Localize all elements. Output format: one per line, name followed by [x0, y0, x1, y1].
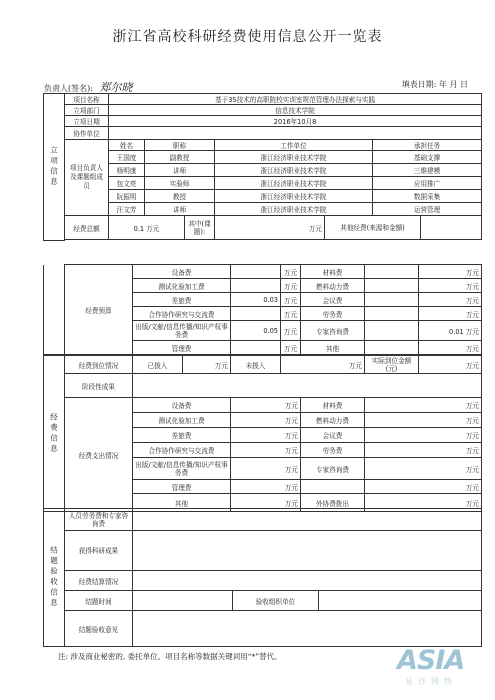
member-name: 阮振明 [109, 190, 145, 203]
member-row [44, 164, 482, 177]
actual-unit: 万元 [419, 356, 482, 374]
budget-item-right: 其他 [301, 341, 365, 355]
spend-item-right: 专家咨询费 [301, 458, 365, 480]
spend-item: 设备费 [133, 398, 231, 413]
budget-unit-right: 0.01 万元 [419, 321, 482, 341]
spend-item: 差旅费 [133, 428, 231, 443]
spend-unit: 万元 [231, 458, 301, 480]
total-label: 经费总额 [65, 216, 109, 240]
budget-table [43, 264, 482, 355]
budget-amount: 0.05 [231, 321, 281, 341]
signature: 郑尔晓 [99, 81, 133, 94]
logo-text: ASIA [397, 645, 465, 676]
budget-amount [231, 279, 281, 293]
spend-row [44, 398, 482, 413]
spend-unit-right: 万元 [365, 413, 482, 428]
among-label: 其中(课题): [185, 216, 215, 240]
budget-unit-right: 万元 [419, 307, 482, 321]
info-table [43, 93, 482, 241]
not-allocated-label: 未拨入 [231, 356, 281, 374]
member-task: 应用推广 [373, 177, 482, 190]
member-row [44, 151, 482, 164]
allocated-unit: 万元 [183, 356, 231, 374]
spend-unit-right: 万元 [365, 480, 482, 494]
spend-item-right: 劳务费 [301, 443, 365, 458]
budget-item: 测试化验加工费 [133, 279, 231, 293]
member-title: 实验师 [145, 177, 215, 190]
budget-unit: 万元 [281, 341, 301, 355]
project-name-value: 基于3S技术的高职院校实训室规范管理办法探索与实践 [109, 94, 482, 105]
total-value: 0.1 万元 [109, 216, 185, 240]
budget-amount [231, 341, 281, 355]
spend-item: 出版/文献/信息传播/知识产权事务费 [133, 458, 231, 480]
footnote: 注: 涉及商业秘密的, 委托单位、项目名称等数据关键词用“*”替代。 [58, 652, 282, 661]
spend-unit-right: 万元 [365, 443, 482, 458]
logo-subtext: 易沙网络 [405, 677, 457, 686]
spend-item: 测试化验加工费 [133, 413, 231, 428]
budget-item: 出版/文献/信息传播/知识产权事务费 [133, 321, 231, 341]
match-label: 其他经费(来源和金额) [325, 216, 421, 240]
budget-label: 经费预算 [65, 265, 133, 355]
unit-value [109, 127, 482, 140]
project-dept-label: 立项部门 [65, 105, 109, 116]
budget-unit: 万元 [281, 293, 301, 307]
spending-label: 经费支出情况 [65, 398, 133, 512]
match-value [421, 216, 482, 240]
member-unit: 浙江经济职业技术学院 [215, 190, 373, 203]
spend-item: 其他 [133, 494, 231, 512]
members-header-task: 承担任务 [373, 140, 482, 151]
members-header-name: 姓名 [109, 140, 145, 151]
members-header-title: 职称 [145, 140, 215, 151]
result-row-label: 人员劳务费和专家咨询费 [65, 509, 133, 531]
result-row-label: 结题时间 [65, 591, 133, 611]
spend-unit: 万元 [231, 428, 301, 443]
budget-unit: 万元 [281, 265, 301, 279]
member-unit: 浙江经济职业技术学院 [215, 164, 373, 177]
allocated-label: 已拨入 [133, 356, 183, 374]
project-date-value: 2016年10月8 [109, 116, 482, 127]
date-label: 填表日期: 年 月 日 [401, 80, 468, 89]
member-title: 讲师 [145, 203, 215, 216]
member-row [44, 190, 482, 203]
stage-label: 阶段性成果 [65, 374, 133, 398]
spend-unit: 万元 [231, 480, 301, 494]
budget-item: 设备费 [133, 265, 231, 279]
budget-amount [231, 307, 281, 321]
not-allocated-unit: 万元 [281, 356, 365, 374]
budget-unit-right: 万元 [419, 279, 482, 293]
budget-item: 差旅费 [133, 293, 231, 307]
member-unit: 浙江经济职业技术学院 [215, 203, 373, 216]
budget-item-right: 专家咨询费 [301, 321, 365, 341]
stage-value [133, 374, 482, 398]
budget-amount [231, 265, 281, 279]
actual-label: 实际到位金额(元) [365, 356, 419, 374]
spend-unit: 万元 [231, 443, 301, 458]
result-row-label: 获得科研成果 [65, 531, 133, 571]
expense-table [43, 355, 482, 512]
spend-item-right: 会议费 [301, 428, 365, 443]
spend-unit: 万元 [231, 398, 301, 413]
spend-item-right: 材料费 [301, 398, 365, 413]
section-expense-info: 经费信息 [44, 356, 65, 512]
watermark-logo [397, 645, 464, 687]
project-name-label: 项目名称 [65, 94, 109, 105]
spend-unit-right: 万元 [365, 458, 482, 480]
member-unit: 浙江经济职业技术学院 [215, 151, 373, 164]
budget-row [44, 265, 482, 279]
spend-item-right: 外协费拨出 [301, 494, 365, 512]
members-header-unit: 工作单位 [215, 140, 373, 151]
budget-amount: 0.03 [231, 293, 281, 307]
budget-item-right: 燃料动力费 [301, 279, 365, 293]
budget-unit: 万元 [281, 279, 301, 293]
unit-label: 协作单位 [65, 127, 109, 140]
section-project-info: 立项信息 [44, 94, 65, 241]
member-row [44, 177, 482, 190]
budget-unit-right: 万元 [419, 265, 482, 279]
member-task: 三维建模 [373, 164, 482, 177]
result-row-label: 结题验收意见 [65, 611, 133, 647]
spend-item-right [301, 480, 365, 494]
member-title: 教授 [145, 190, 215, 203]
result-table [43, 508, 482, 647]
section-result-info: 结题验收信息 [44, 509, 65, 647]
spend-item-right: 燃料动力费 [301, 413, 365, 428]
member-name: 杨明康 [109, 164, 145, 177]
member-name: 包文亮 [109, 177, 145, 190]
budget-item: 管理费 [133, 341, 231, 355]
project-dept-value: 信息技术学院 [109, 105, 482, 116]
page-title: 浙江省高校科研经费使用信息公开一览表 [112, 29, 383, 45]
spend-unit-right: 万元 [365, 494, 482, 512]
member-task: 运营管理 [373, 203, 482, 216]
spend-unit-right: 万元 [365, 428, 482, 443]
spend-item: 合作协作研究与交流费 [133, 443, 231, 458]
budget-item-right: 会议费 [301, 293, 365, 307]
budget-item: 合作协作研究与交流费 [133, 307, 231, 321]
budget-unit: 万元 [281, 321, 301, 341]
member-title: 副教授 [145, 151, 215, 164]
member-name: 汪文芳 [109, 203, 145, 216]
budget-unit: 万元 [281, 307, 301, 321]
spend-item: 管理费 [133, 480, 231, 494]
result-row-label: 经费结算情况 [65, 571, 133, 591]
budget-unit-right: 万元 [419, 293, 482, 307]
budget-item-right: 劳务费 [301, 307, 365, 321]
spend-unit-right: 万元 [365, 398, 482, 413]
member-row [44, 203, 482, 216]
budget-item-right: 材料费 [301, 265, 365, 279]
project-date-label: 立项日期 [65, 116, 109, 127]
member-name: 王国度 [109, 151, 145, 164]
budget-unit-right: 万元 [419, 341, 482, 355]
member-unit: 浙江经济职业技术学院 [215, 177, 373, 190]
spend-unit: 万元 [231, 494, 301, 512]
arrival-label: 经费到位情况 [65, 356, 133, 374]
among-unit: 万元 [215, 216, 325, 240]
member-title: 讲师 [145, 164, 215, 177]
end-label: 验收组织单位 [233, 591, 319, 611]
member-task: 基础支撑 [373, 151, 482, 164]
members-label: 项目负责人及课题组成员 [65, 140, 109, 216]
member-task: 数据采集 [373, 190, 482, 203]
responsible-label: 负责人(签名): [44, 84, 93, 93]
spend-unit: 万元 [231, 413, 301, 428]
